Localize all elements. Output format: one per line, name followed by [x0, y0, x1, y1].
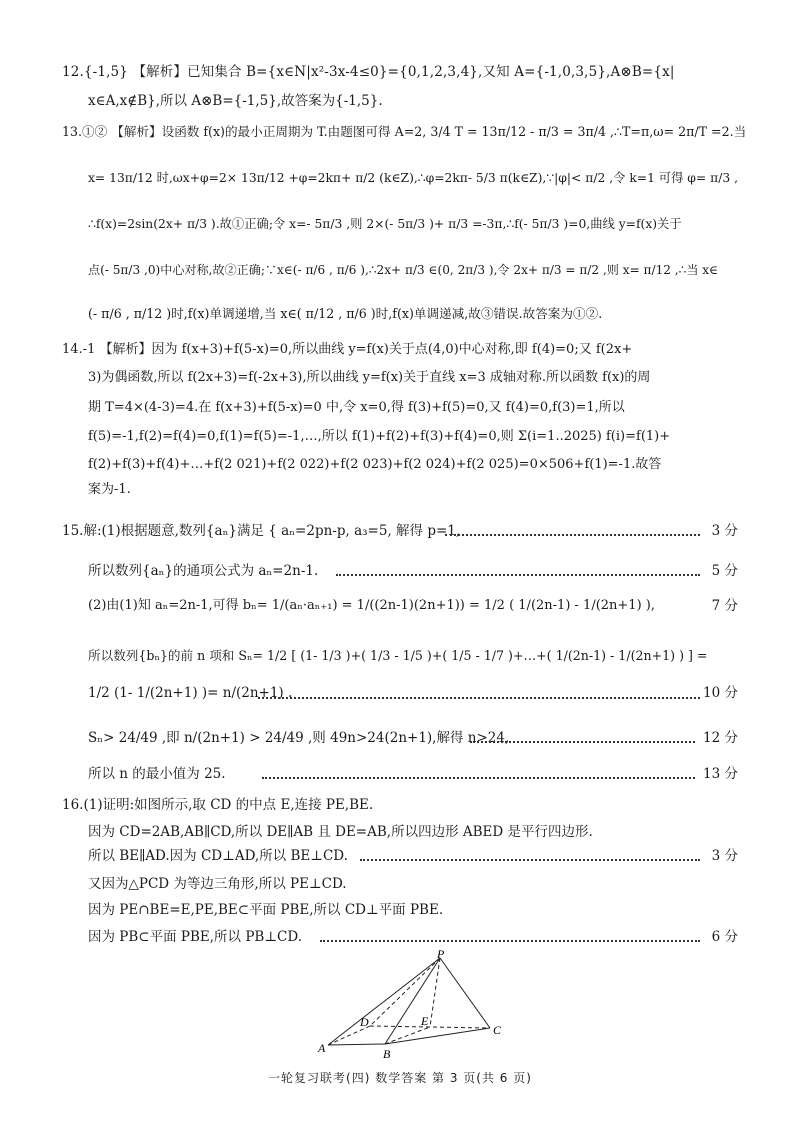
leader-dots — [470, 741, 695, 743]
leader-dots — [258, 697, 700, 699]
label-e: E — [421, 1014, 429, 1028]
q14-line-1: 14.-1 【解析】因为 f(x+3)+f(5-x)=0,所以曲线 y=f(x)关于点(4,0)中心对称,即 f(4)=0;又 f(2x+ — [62, 342, 633, 357]
score-label: 3 分 — [711, 848, 738, 864]
q15-line-7: 所以 n 的最小值为 25. — [88, 766, 226, 782]
q15-line-2: 所以数列{aₙ}的通项公式为 aₙ=2n-1. — [88, 563, 319, 579]
score-label: 3 分 — [711, 523, 738, 539]
leader-dots — [262, 777, 695, 779]
q14-line-6: 案为-1. — [88, 482, 131, 497]
label-p: P — [437, 948, 445, 961]
q13-line-3: ∴f(x)=2sin(2x+ π/3 ).故①正确;令 x=- 5π/3 ,则 2×(- 5π/3 )+ π/3 =-3π,∴f(- 5π/3 )=0,曲线 y=f(x)关于 — [88, 217, 682, 231]
q15-line-6: Sₙ> 24/49 ,即 n/(2n+1) > 24/49 ,则 49n>24(2n+1),解得 n>24, — [88, 730, 510, 746]
page-footer: 一轮复习联考(四) 数学答案 第 3 页(共 6 页) — [268, 1071, 532, 1085]
q13-line-2: x= 13π/12 时,ωx+φ=2× 13π/12 +φ=2kπ+ π/2 (k∈Z),∴φ=2kπ- 5/3 π(k∈Z),∵|φ|< π/2 ,令 k=1 可得 φ= π/3 , — [88, 171, 738, 185]
leader-dots — [360, 859, 700, 861]
q16-line-1: 16.(1)证明:如图所示,取 CD 的中点 E,连接 PE,BE. — [62, 797, 374, 813]
score-label: 10 分 — [703, 685, 738, 701]
leader-dots — [445, 534, 700, 536]
q12-line-1: 12.{-1,5} 【解析】已知集合 B={x∈N|x²-3x-4≤0}={0,1,2,3,4},又知 A={-1,0,3,5},A⊗B={x| — [62, 64, 675, 80]
q16-line-3: 所以 BE∥AD.因为 CD⊥AD,所以 BE⊥CD. — [88, 848, 348, 864]
q13-line-1: 13.①② 【解析】设函数 f(x)的最小正周期为 T.由题图可得 A=2, 3/4 T = 13π/12 - π/3 = 3π/4 ,∴T=π,ω= 2π/T =2.当 — [62, 124, 747, 139]
label-d: D — [360, 1015, 369, 1029]
leader-dots — [320, 940, 700, 942]
q13-line-5: (- π/6 , π/12 )时,f(x)单调递增,当 x∈( π/12 , π/6 )时,f(x)单调递减,故③错误.故答案为①②. — [88, 306, 603, 321]
score-label: 6 分 — [711, 929, 738, 945]
q13-line-4: 点(- 5π/3 ,0)中心对称,故②正确;∵x∈(- π/6 , π/6 ),∴2x+ π/3 ∈(0, 2π/3 ),令 2x+ π/3 = π/2 ,则 x= π/12 ,∴当 x∈ — [88, 263, 719, 277]
q16-line-4: 又因为△PCD 为等边三角形,所以 PE⊥CD. — [88, 876, 347, 892]
q12-line-2: x∈A,x∉B},所以 A⊗B={-1,5},故答案为{-1,5}. — [88, 93, 383, 109]
pyramid-figure — [310, 948, 530, 1063]
q15-line-1: 15.解:(1)根据题意,数列{aₙ}满足 { aₙ=2pn-p, a₃=5, 解得 p=1, — [62, 523, 461, 539]
score-label: 5 分 — [711, 563, 738, 579]
q15-line-3: (2)由(1)知 aₙ=2n-1,可得 bₙ= 1/(aₙ·aₙ₊₁) = 1/((2n-1)(2n+1)) = 1/2 ( 1/(2n-1) - 1/(2n+1) ), — [88, 598, 655, 613]
q15-line-4: 所以数列{bₙ}的前 n 项和 Sₙ= 1/2 [ (1- 1/3 )+( 1/3 - 1/5 )+( 1/5 - 1/7 )+…+( 1/(2n-1) - 1/(2n+1) ) ] = — [88, 648, 708, 663]
q16-line-2: 因为 CD=2AB,AB∥CD,所以 DE∥AB 且 DE=AB,所以四边形 ABED 是平行四边形. — [88, 824, 593, 840]
q14-line-4: f(5)=-1,f(2)=f(4)=0,f(1)=f(5)=-1,…,所以 f(1)+f(2)+f(3)+f(4)=0,则 Σ(i=1..2025) f(i)=f(1)+ — [88, 429, 671, 444]
q14-line-5: f(2)+f(3)+f(4)+…+f(2 021)+f(2 022)+f(2 023)+f(2 024)+f(2 025)=0×506+f(1)=-1.故答 — [88, 457, 662, 472]
q14-line-3: 期 T=4×(4-3)=4.在 f(x+3)+f(5-x)=0 中,令 x=0,得 f(3)+f(5)=0,又 f(4)=0,f(3)=1,所以 — [88, 400, 625, 415]
score-label: 12 分 — [703, 730, 738, 746]
label-c: C — [493, 1023, 502, 1037]
score-label: 7 分 — [711, 598, 738, 614]
q15-line-5: 1/2 (1- 1/(2n+1) )= n/(2n+1) . — [88, 685, 293, 701]
label-a: A — [318, 1041, 326, 1055]
score-label: 13 分 — [703, 766, 738, 782]
label-b: B — [383, 1047, 391, 1061]
q16-line-6: 因为 PB⊂平面 PBE,所以 PB⊥CD. — [88, 929, 303, 945]
q14-line-2: 3)为偶函数,所以 f(2x+3)=f(-2x+3),所以曲线 y=f(x)关于直线 x=3 成轴对称.所以函数 f(x)的周 — [88, 370, 651, 385]
leader-dots — [336, 574, 700, 576]
q16-line-5: 因为 PE∩BE=E,PE,BE⊂平面 PBE,所以 CD⊥平面 PBE. — [88, 902, 444, 918]
